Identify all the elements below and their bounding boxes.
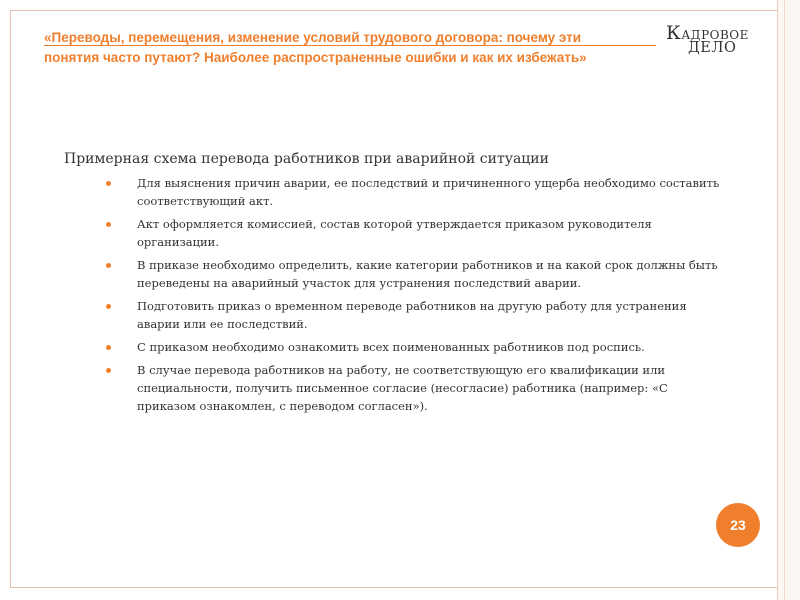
- bullet-item: [64, 297, 724, 333]
- right-edge-line: [784, 0, 785, 600]
- content-heading: Примерная схема перевода работников при аварийной ситуации: [64, 151, 549, 167]
- bullet-text: Для выяснения причин аварии, ее последствий и причиненного ущерба необходимо составить соответствующий акт.: [137, 176, 720, 208]
- bullet-text: Подготовить приказ о временном переводе работников на другую работу для устранения аварии или ее последствий.: [137, 299, 687, 331]
- slide-title-line-2: понятия часто путают? Наиболее распространенные ошибки и как их избежать»: [44, 50, 587, 65]
- bullet-dot-icon: [106, 263, 111, 268]
- logo-word-2: ДЕЛО: [688, 40, 737, 56]
- logo-initial: К: [666, 22, 682, 44]
- bullet-item: [64, 256, 724, 292]
- bullet-text: В приказе необходимо определить, какие категории работников и на какой срок должны быть переведены на аварийный участок для устранения последствий аварии.: [137, 258, 718, 290]
- bullet-dot-icon: [106, 181, 111, 186]
- bullet-text: С приказом необходимо ознакомить всех поименованных работников под роспись.: [137, 340, 645, 354]
- bullet-item: [64, 338, 724, 356]
- bullet-list: [64, 174, 724, 415]
- title-underline: [44, 45, 656, 46]
- bullet-item: [64, 215, 724, 251]
- page-number-badge: 23: [716, 503, 760, 547]
- bullet-dot-icon: [106, 345, 111, 350]
- bullet-item: [64, 361, 724, 415]
- right-edge-bar: [777, 0, 800, 600]
- kadrovoe-delo-logo: [666, 22, 756, 58]
- bullet-text: В случае перевода работников на работу, не соответствующую его квалификации или специальности, получить письменное согласие (несогласие) работника (например: «С приказом ознакомлен, с переводом согласен»).: [137, 363, 668, 413]
- bullet-dot-icon: [106, 304, 111, 309]
- bullet-text: Акт оформляется комиссией, состав которой утверждается приказом руководителя организации.: [137, 217, 652, 249]
- bullet-item: [64, 174, 724, 210]
- bullet-dot-icon: [106, 368, 111, 373]
- content-body: [64, 150, 724, 420]
- logo-word-1: АДРОВОЕ: [681, 28, 749, 42]
- slide-title-line-1: «Переводы, перемещения, изменение условий трудового договора: почему эти: [44, 30, 582, 45]
- bullet-dot-icon: [106, 222, 111, 227]
- slide-title: [44, 28, 644, 68]
